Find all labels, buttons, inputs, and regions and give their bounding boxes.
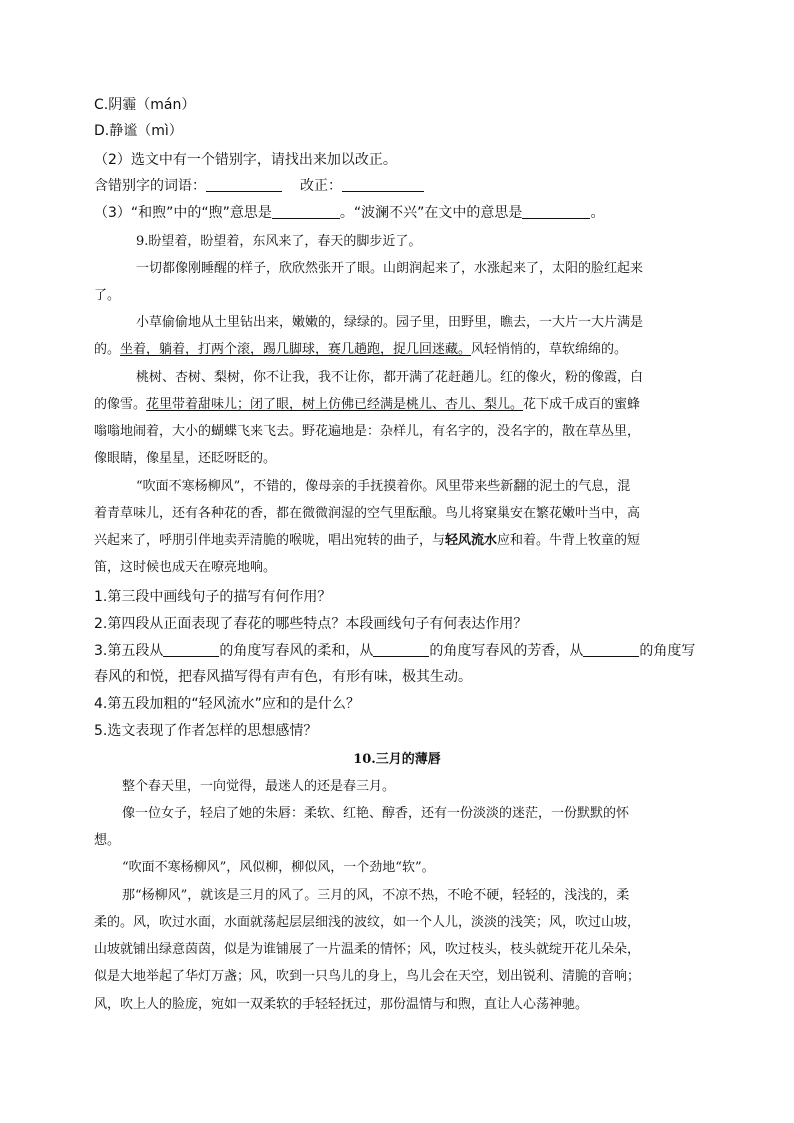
- passage10-line5: 那“杨柳风”，就该是三月的风了。三月的风，不凉不热，不呛不硬，轻轻的，浅浅的，柔: [122, 888, 630, 903]
- q9-3-d: 的角度写: [639, 643, 696, 659]
- p9-question-1: 1.第三段中画线句子的描写有何作用？: [94, 589, 332, 605]
- passage9-p1-line1: 一切都像刚睡醒的样子，欣欣然张开了眼。山朗润起来了，水涨起来了，太阳的脸红起来: [136, 261, 644, 276]
- wrong-word-blank[interactable]: [206, 177, 282, 192]
- q9-3-blank-2[interactable]: [373, 642, 429, 657]
- question-2-answer-line: [94, 176, 424, 196]
- passage9-p2-line2: [94, 340, 627, 360]
- fix-label: 改正：: [300, 178, 342, 194]
- passage10-line8: 似是大地举起了华灯万盏；风，吹到一只鸟儿的身上，鸟儿会在天空，划出锐利、清脆的音响；: [94, 969, 641, 984]
- question-3: [94, 203, 604, 223]
- option-c: C.阴霾（mán）: [94, 97, 196, 113]
- p4-bold-phrase: 轻风流水: [445, 533, 498, 548]
- q3-blank-1[interactable]: [272, 204, 340, 219]
- passage9-p2-line1: 小草偷偷地从土里钻出来，嫩嫩的，绿绿的。园子里，田野里，瞧去，一大片一大片满是: [136, 315, 644, 330]
- passage9-heading: 9.盼望着，盼望着，东风来了，春天的脚步近了。: [136, 234, 422, 249]
- passage9-p3-line3: 嗡嗡地闹着，大小的蝴蝶飞来飞去。野花遍地是：杂样儿，有名字的，没名字的，散在草丛里，: [94, 424, 641, 439]
- passage10-title: 10.三月的薄唇: [353, 752, 441, 767]
- p3-post: 花下成千成百的蜜蜂: [523, 397, 641, 412]
- passage9-p1-line2: 了。: [94, 288, 121, 303]
- p9-question-5: 5.选文表现了作者怎样的思想感情？: [94, 723, 318, 739]
- q9-3-a: 3.第五段从: [94, 643, 164, 659]
- p9-question-4: 4.第五段加粗的“轻风流水”应和的是什么？: [94, 696, 360, 712]
- p3-pre: 的像雪。: [94, 397, 147, 412]
- p2-post: 风轻悄悄的，草软绵绵的。: [471, 342, 628, 357]
- q3-part3: 。: [590, 205, 605, 221]
- q9-3-blank-1[interactable]: [163, 642, 219, 657]
- wrong-word-label: 含错别字的词语：: [94, 178, 206, 194]
- q9-3-blank-3[interactable]: [583, 642, 639, 657]
- passage10-line2: 像一位女子，轻启了她的朱唇：柔软、红艳、醇香，还有一份淡淡的迷茫，一份默默的怀: [122, 806, 630, 821]
- p9-question-2: 2.第四段从正面表现了春花的哪些特点？本段画线句子有何表达作用？: [94, 616, 528, 632]
- passage10-line7: 山坡就铺出绿意茵茵，似是为谁铺展了一片温柔的情怀；风，吹过枝头，枝头就绽开花儿朵朵，: [94, 942, 641, 957]
- passage9-p4-line4: 笛，这时候也成天在嘹亮地响。: [94, 560, 277, 575]
- q9-3-c: 的角度写春风的芳香，从: [429, 643, 584, 659]
- p2-underlined-sentence: 坐着，躺着，打两个滚，踢几脚球，赛几趟跑，捉几回迷藏。: [120, 342, 472, 357]
- passage9-p3-line2: [94, 395, 640, 415]
- q3-part2: 。“波澜不兴”在文中的意思是: [339, 205, 523, 221]
- fix-blank[interactable]: [342, 177, 424, 192]
- passage9-p4-line2: 着青草味儿，还有各种花的香，都在微微润湿的空气里酝酿。鸟儿将窠巢安在繁花嫩叶当中，高: [94, 506, 641, 521]
- p4-post: 应和着。牛背上牧童的短: [497, 533, 641, 548]
- p9-question-3: [94, 641, 695, 661]
- p3-underlined-sentence: 花里带着甜味儿；闭了眼，树上仿佛已经满是桃儿、杏儿、梨儿。: [146, 397, 524, 412]
- passage10-line4: “吹面不寒杨柳风”，风似柳，柳似风，一个劲地“软”。: [122, 860, 435, 875]
- passage10-line6: 柔的。风，吹过水面，水面就荡起层层细浅的波纹，如一个人儿，淡淡的浅笑；风，吹过山坡，: [94, 915, 641, 930]
- passage10-line1: 整个春天里，一向觉得，最迷人的还是春三月。: [122, 779, 396, 794]
- p2-pre: 的。: [94, 342, 121, 357]
- p4-pre: 兴起来了，呼朋引伴地卖弄清脆的喉咙，唱出宛转的曲子，与: [94, 533, 446, 548]
- passage9-p3-line1: 桃树、杏树、梨树，你不让我，我不让你，都开满了花赶趟儿。红的像火，粉的像霞，白: [136, 370, 644, 385]
- p9-question-3-cont: 春风的和悦，把春风描写得有声有色，有形有味，极其生动。: [94, 669, 472, 685]
- question-2: （2）选文中有一个错别字，请找出来加以改正。: [94, 152, 397, 168]
- passage9-p4-line3: [94, 531, 640, 551]
- q3-part1: （3）“和煦”中的“煦”意思是: [94, 205, 272, 221]
- option-d: D.静谧（mì）: [94, 123, 183, 139]
- passage9-p4-line1: “吹面不寒杨柳风”，不错的，像母亲的手抚摸着你。风里带来些新翻的泥土的气息，混: [136, 479, 631, 494]
- passage9-p3-line4: 像眼睛，像星星，还眨呀眨的。: [94, 451, 277, 466]
- passage10-line3: 想。: [94, 833, 121, 848]
- passage10-line9: 风，吹上人的脸庞，宛如一双柔软的手轻轻抚过，那份温情与和煦，直让人心荡神驰。: [94, 997, 589, 1012]
- q3-blank-2[interactable]: [522, 204, 590, 219]
- q9-3-b: 的角度写春风的柔和，从: [219, 643, 374, 659]
